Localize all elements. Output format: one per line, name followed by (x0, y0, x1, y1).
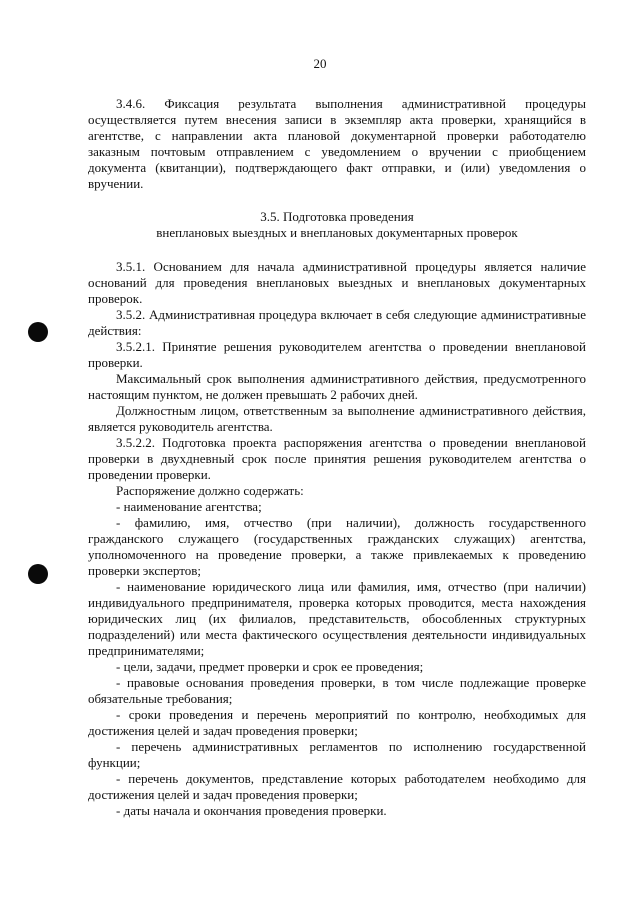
list-item: - перечень административных регламентов по исполнению государственной функции; (88, 739, 586, 770)
list-item: - даты начала и окончания проведения проверки. (116, 803, 387, 818)
paragraph-max-term: Максимальный срок выполнения административного действия, предусмотренного настоящим пунктом, не должен превышать 2 рабочих дней. (88, 371, 586, 402)
punch-hole-bottom (28, 564, 48, 584)
section-title-line-1: 3.5. Подготовка проведения (260, 209, 414, 224)
list-item: - правовые основания проведения проверки, в том числе подлежащие проверке обязательные требования; (88, 675, 586, 706)
section-title (88, 209, 586, 241)
list-item: - цели, задачи, предмет проверки и срок ее проведения; (116, 659, 424, 674)
list-item: - фамилию, имя, отчество (при наличии), должность государственного гражданского служащего (государственных гражданских служащих) агентства, уполномоченного на проведение проверки, а также привлекаемых к проведению проверки экспертов; (88, 515, 586, 578)
paragraph-3-4-6: 3.4.6. Фиксация результата выполнения административной процедуры осуществляется путем внесения записи в экземпляр акта проверки, хранящийся в агентстве, с направлении акта плановой документарной проверки работодателю заказным почтовым отправлением с уведомлением о вручении с приобщением документа (квитанции), подтверждающего факт отправки, и (или) уведомления о вручении. (88, 96, 586, 191)
punch-hole-top (28, 322, 48, 342)
paragraph-responsible: Должностным лицом, ответственным за выполнение административного действия, является руководитель агентства. (88, 403, 586, 434)
paragraph-order-contents: Распоряжение должно содержать: (116, 483, 304, 498)
list-item: - сроки проведения и перечень мероприятий по контролю, необходимых для достижения целей и задач проведения проверки; (88, 707, 586, 738)
paragraph-3-5-2: 3.5.2. Административная процедура включает в себя следующие административные действия: (88, 307, 586, 338)
paragraph-3-5-1: 3.5.1. Основанием для начала административной процедуры является наличие оснований для проведения внеплановых выездных и внеплановых документарных проверок. (88, 259, 586, 306)
document-body (88, 96, 586, 819)
section-title-line-2: внеплановых выездных и внеплановых документарных проверок (156, 225, 518, 240)
paragraph-3-5-2-1: 3.5.2.1. Принятие решения руководителем агентства о проведении внеплановой проверки. (88, 339, 586, 370)
page-number: 20 (313, 56, 327, 71)
list-item: - наименование агентства; (116, 499, 262, 514)
paragraph-3-5-2-2: 3.5.2.2. Подготовка проекта распоряжения агентства о проведении внеплановой проверки в двухдневный срок после принятия решения руководителем агентства о проведении проверки. (88, 435, 586, 482)
list-item: - наименование юридического лица или фамилия, имя, отчество (при наличии) индивидуального предпринимателя, проверка которых проводится, места нахождения юридических лиц (их филиалов, представительств, обособленных структурных подразделений) или места фактического осуществления деятельности индивидуальных предпринимателями; (88, 579, 586, 658)
list-item: - перечень документов, представление которых работодателем необходимо для достижения целей и задач проведения проверки; (88, 771, 586, 802)
